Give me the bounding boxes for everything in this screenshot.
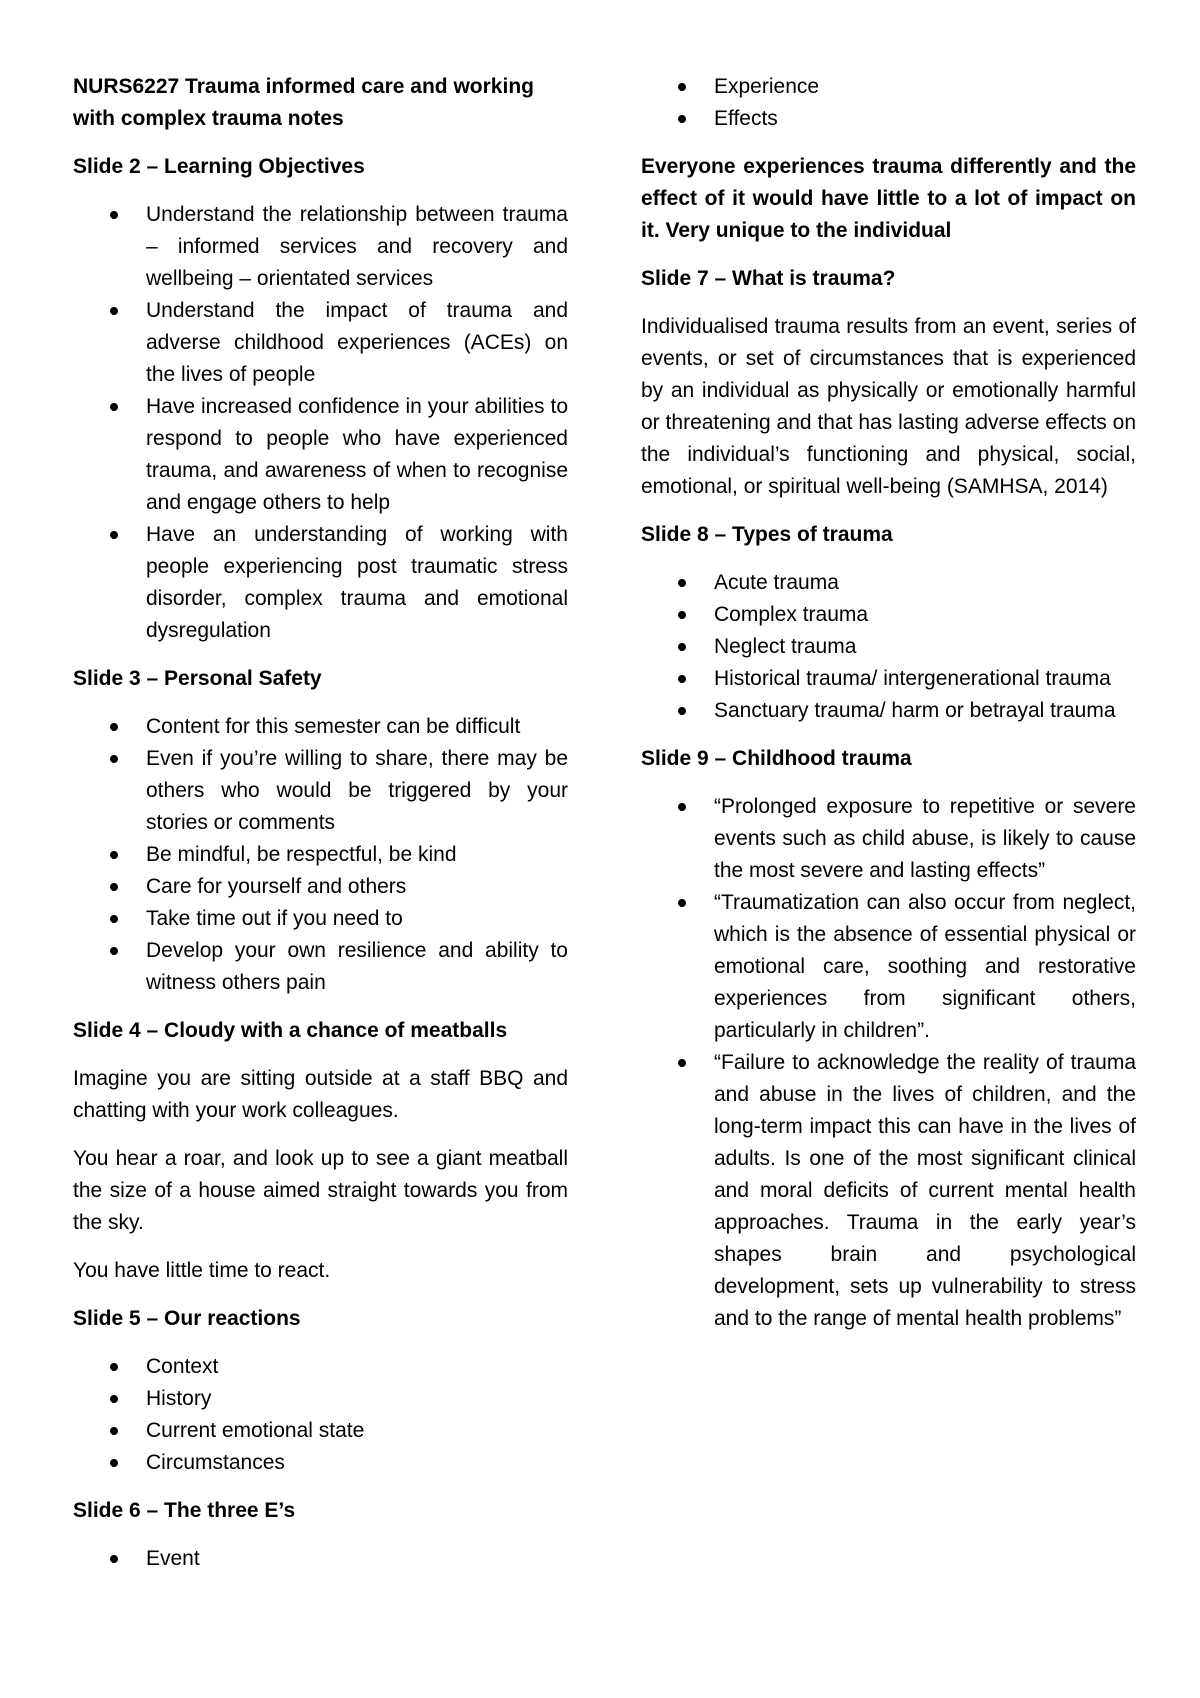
list-item: History [73,1383,568,1415]
bullet-icon [110,1395,118,1403]
right-column [641,71,1136,1351]
list-item: Acute trauma [641,567,1136,599]
list-item: Event [73,1543,568,1575]
slide5-list [73,1351,568,1479]
list-item: Complex trauma [641,599,1136,631]
bullet-icon [678,1059,686,1067]
bullet-icon [110,883,118,891]
list-item: Sanctuary trauma/ harm or betrayal trauma [641,695,1136,727]
slide4-paragraph: You have little time to react. [73,1259,331,1282]
bullet-icon [110,1363,118,1371]
bullet-icon [678,643,686,651]
list-item: Historical trauma/ intergenerational trauma [641,663,1136,695]
slide9-heading: Slide 9 – Childhood trauma [641,747,912,770]
list-item: “Failure to acknowledge the reality of trauma and abuse in the lives of children, and the long-term impact this can have in the lives of adults. Is one of the most significant clinical and moral deficits of current mental health approaches. Trauma in the early year’s shapes brain and psychological development, sets up vulnerability to stress and to the range of mental health problems” [641,1047,1136,1335]
list-item: Effects [641,103,1136,135]
slide6-list [73,1543,568,1575]
list-item: Have an understanding of working with people experiencing post traumatic stress disorder, complex trauma and emotional dysregulation [73,519,568,647]
slide7-paragraph: Individualised trauma results from an event, series of events, or set of circumstances that is experienced by an individual as physically or emotionally harmful or threatening and that has lasting adverse effects on the individual’s functioning and physical, social, emotional, or spiritual well-being (SAMHSA, 2014) [641,315,1136,498]
list-item: Develop your own resilience and ability to witness others pain [73,935,568,999]
bullet-icon [678,675,686,683]
bullet-icon [678,899,686,907]
slide9-list [641,791,1136,1335]
list-item: “Prolonged exposure to repetitive or severe events such as child abuse, is likely to cause the most severe and lasting effects” [641,791,1136,887]
list-item: Understand the impact of trauma and adverse childhood experiences (ACEs) on the lives of people [73,295,568,391]
slide6-heading: Slide 6 – The three E’s [73,1499,296,1522]
slide8-heading: Slide 8 – Types of trauma [641,523,893,546]
slide4-heading: Slide 4 – Cloudy with a chance of meatballs [73,1019,508,1042]
list-item: Even if you’re willing to share, there may be others who would be triggered by your stories or comments [73,743,568,839]
bullet-icon [678,579,686,587]
bullet-icon [110,915,118,923]
list-item: Current emotional state [73,1415,568,1447]
bullet-icon [110,403,118,411]
slide6-continued-list [641,71,1136,135]
slide2-list [73,199,568,647]
bullet-icon [110,947,118,955]
bullet-icon [110,755,118,763]
slide2-heading: Slide 2 – Learning Objectives [73,155,365,178]
bullet-icon [110,211,118,219]
slide3-heading: Slide 3 – Personal Safety [73,667,322,690]
bullet-icon [110,307,118,315]
list-item: Be mindful, be respectful, be kind [73,839,568,871]
bullet-icon [110,1555,118,1563]
list-item: Neglect trauma [641,631,1136,663]
bullet-icon [110,723,118,731]
bullet-icon [678,803,686,811]
list-item: Content for this semester can be difficult [73,711,568,743]
bullet-icon [110,851,118,859]
list-item: Understand the relationship between trauma – informed services and recovery and wellbeing – orientated services [73,199,568,295]
bullet-icon [110,531,118,539]
list-item: Have increased confidence in your abilities to respond to people who have experienced trauma, and awareness of when to recognise and engage others to help [73,391,568,519]
bullet-icon [678,611,686,619]
left-column [73,71,568,1591]
bullet-icon [678,83,686,91]
bullet-icon [678,115,686,123]
slide8-list [641,567,1136,727]
slide4-paragraph: You hear a roar, and look up to see a giant meatball the size of a house aimed straight towards you from the sky. [73,1147,568,1234]
list-item: Experience [641,71,1136,103]
slide3-list [73,711,568,999]
slide5-heading: Slide 5 – Our reactions [73,1307,301,1330]
bullet-icon [110,1427,118,1435]
list-item: Context [73,1351,568,1383]
list-item: “Traumatization can also occur from neglect, which is the absence of essential physical or emotional care, soothing and restorative experiences from significant others, particularly in children”. [641,887,1136,1047]
bullet-icon [678,707,686,715]
list-item: Circumstances [73,1447,568,1479]
slide6-emphasis: Everyone experiences trauma differently and the effect of it would have little to a lot of impact on it. Very unique to the individual [641,155,1136,242]
document-title: NURS6227 Trauma informed care and working with complex trauma notes [73,75,534,130]
slide4-paragraph: Imagine you are sitting outside at a staff BBQ and chatting with your work colleagues. [73,1067,568,1122]
list-item: Take time out if you need to [73,903,568,935]
bullet-icon [110,1459,118,1467]
slide7-heading: Slide 7 – What is trauma? [641,267,896,290]
list-item: Care for yourself and others [73,871,568,903]
